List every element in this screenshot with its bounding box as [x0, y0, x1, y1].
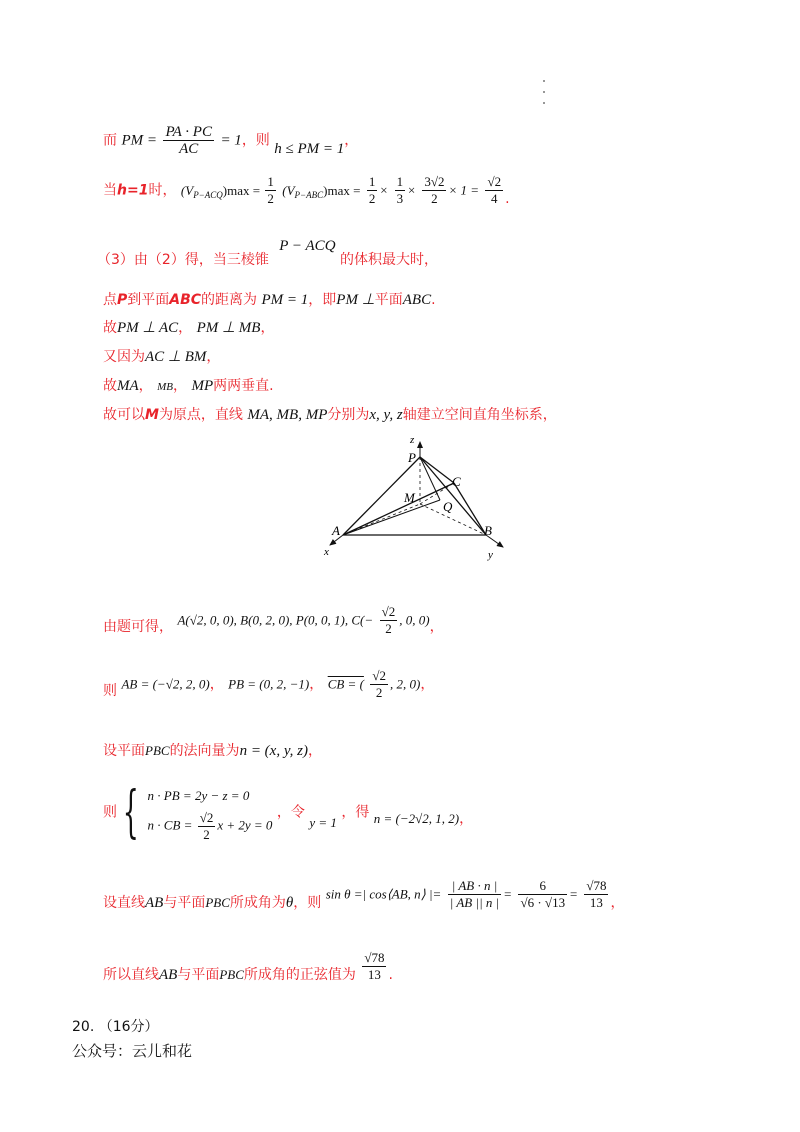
label-x: x [324, 546, 329, 558]
text: ， [344, 132, 359, 149]
solution-line-6: 又因为AC ⊥ BM， [103, 349, 221, 365]
solution-line-3 [97, 238, 438, 270]
fraction: $\frac{3√2}{2}$ [424, 174, 445, 206]
left-brace: { [123, 779, 140, 845]
label-p: P [408, 450, 416, 465]
solution-line-8: 故可以M为原点，直线 MA, MB, MP分别为x, y, z轴建立空间直角坐标系， [103, 407, 557, 423]
math: $(V_{P-ABC})\max$ = [282, 182, 361, 200]
text: 当 [103, 182, 117, 199]
solution-line-5: 故PM ⊥ AC， PM ⊥ MB， [103, 320, 275, 336]
label-z: z [410, 434, 415, 446]
solution-line-4: 点P到平面ABC的距离为 PM = 1，即PM ⊥平面ABC. [103, 292, 436, 308]
math: $(V_{P-ACQ})\max$ = [180, 182, 264, 200]
solution-line-11: 设平面PBC的法向量为n = (x, y, z)， [103, 743, 322, 759]
math: P − ACQ [279, 238, 336, 254]
fraction: $\frac{1}{2}$ [368, 174, 376, 206]
math: PM = [121, 132, 157, 149]
text: h=1 [117, 182, 149, 199]
fraction: $\frac{√2}{4}$ [487, 174, 502, 206]
solution-line-2: 当h=1时， $(V_{P-ACQ})\max$ = $\frac{1}{2}$ $(V_{P-ABC})\max$ = $\frac{1}{2}$ × $\frac{1}{3}$ × $\frac{3√2}{2}$ × 1 = $\frac{√2}{4}$ . [103, 174, 510, 207]
label-m: M [404, 490, 415, 505]
text: 而 [103, 132, 117, 149]
solution-line-13: 设直线AB与平面PBC所成角为θ，则 sin θ =| cos⟨AB, n⟩ |= $\frac{| AB \cdot n |}{| AB || n |}$ = $\frac{6}{√6 \cdot √13}$ = $\frac{√78}{13}$ ， [103, 878, 625, 911]
label-b: B [484, 523, 492, 538]
label-a: A [332, 523, 340, 538]
tetrahedron-figure [318, 432, 518, 562]
solution-line-9: 由题可得， A(√2, 0, 0), B(0, 2, 0), P(0, 0, 1), C(− $\frac{√2}{2}$ , 0, 0)， [103, 604, 444, 636]
label-c: C [452, 474, 461, 489]
account-label: 公众号：云儿和花 [72, 1042, 193, 1060]
text: 的体积最大时， [339, 252, 438, 268]
fraction: $\frac{PA \cdot PC}{AC}$ [165, 124, 212, 157]
solution-line-14: 所以直线AB与平面PBC所成角的正弦值为 $\frac{√78}{13}$ . [103, 950, 393, 983]
math: h ≤ PM = 1 [274, 140, 345, 157]
math: = 1 [220, 132, 242, 149]
solution-line-12: 则 { n · PB = 2y − z = 0 n · CB = $\frac{√2}{2}$ x + 2y = 0 ，令 y = 1 ，得 n = (−2√2, 1, 2)， [103, 779, 474, 845]
solution-line-10: 则 AB = (−√2, 2, 0)， PB = (0, 2, −1)， CB = ( $\frac{√2}{2}$ , 2, 0)， [103, 668, 435, 700]
text: 时， [148, 182, 177, 199]
solution-line-1 [103, 124, 358, 157]
margin-dots [543, 80, 547, 113]
solution-line-7: 故MA， MB， MP两两垂直. [103, 378, 274, 394]
text: ，则 [241, 132, 270, 149]
fraction: $\frac{1}{2}$ [267, 174, 274, 206]
text: （3）由（2）得，当三棱锥 [97, 252, 269, 268]
fraction: $\frac{1}{3}$ [396, 174, 404, 206]
label-y: y [488, 549, 493, 561]
label-q: Q [443, 499, 453, 514]
problem-number: 20. （16分） [72, 1019, 159, 1035]
equation-system: n · PB = 2y − z = 0 n · CB = $\frac{√2}{2}$ x + 2y = 0 [147, 788, 273, 842]
